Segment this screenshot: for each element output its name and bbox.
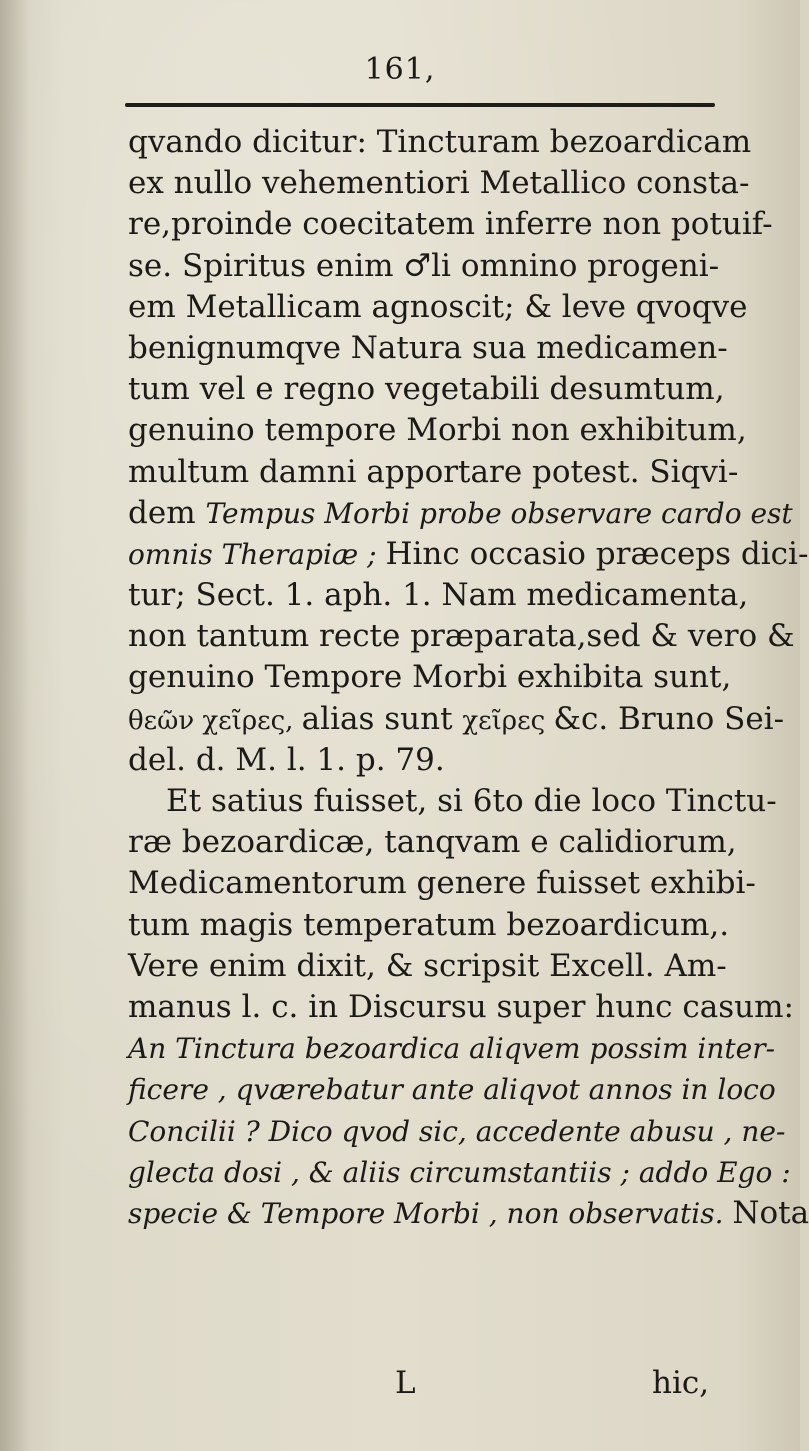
text-line	[128, 122, 752, 163]
text-segment: Et satius fuisset, si 6to die loco Tinctu-	[166, 783, 777, 819]
text-segment: genuino Tempore Morbi exhibita sunt,	[128, 659, 732, 696]
text-line	[128, 328, 738, 369]
italic-segment: Tempus Morbi probe observare cardo est	[205, 496, 793, 530]
text-line	[128, 740, 738, 781]
text-segment: benignumqve Natura sua medicamen-	[128, 329, 728, 366]
text-line	[128, 781, 777, 822]
text-segment: tum vel e regno vegetabili desumtum,	[128, 371, 725, 408]
text-line	[128, 905, 738, 946]
text-line	[128, 534, 809, 575]
text-line	[128, 699, 785, 740]
catchword: hic,	[652, 1365, 710, 1401]
text-segment: &c. Bruno Sei-	[553, 700, 785, 737]
text-line	[128, 410, 747, 451]
text-segment: Vere enim dixit, & scripsit Excell. Am-	[128, 947, 727, 984]
text-segment: tum magis temperatum bezoardicum,.	[128, 906, 730, 943]
text-segment: non tantum recte præparata,sed & vero &	[128, 618, 795, 655]
italic-segment: An Tinctura bezoardica aliqvem possim inter-	[128, 1032, 776, 1066]
text-segment: tur; Sect. 1. aph. 1. Nam medicamenta,	[128, 577, 749, 614]
footer-line	[0, 1363, 800, 1403]
text-segment: dem	[128, 494, 206, 531]
text-segment: qvando dicitur: Tincturam bezoardicam	[128, 124, 752, 160]
italic-segment: ficere , qværebatur ante aliqvot annos in loco	[128, 1073, 776, 1107]
text-line	[128, 1028, 776, 1069]
text-line	[128, 493, 793, 534]
text-segment: Medicamentorum genere fuisset exhibi-	[128, 865, 756, 902]
text-segment: genuino tempore Morbi non exhibitum,	[128, 412, 747, 449]
body-text	[128, 122, 809, 1234]
text-line	[128, 246, 738, 287]
text-line	[128, 863, 756, 904]
text-line	[128, 1152, 791, 1193]
text-line	[128, 616, 795, 657]
binding-shadow	[0, 0, 30, 1451]
text-line	[128, 987, 794, 1028]
text-line	[128, 204, 773, 245]
text-line	[128, 575, 749, 616]
text-line	[128, 946, 738, 987]
header-rule	[125, 103, 715, 107]
italic-segment: omnis Therapiæ ;	[128, 537, 386, 571]
text-line	[128, 1069, 776, 1110]
text-line	[128, 163, 750, 204]
text-segment: alias sunt	[301, 700, 463, 737]
text-line	[128, 822, 738, 863]
text-segment: re,proinde coecitatem inferre non potuif-	[128, 206, 773, 243]
text-line	[128, 369, 738, 410]
text-line	[128, 287, 748, 328]
text-line	[128, 1193, 809, 1234]
text-segment: Hinc occasio præceps dici-	[385, 535, 809, 572]
text-segment: ex nullo vehementiori Metallico consta-	[128, 165, 750, 202]
text-segment: ræ bezoardicæ, tanqvam e calidiorum,	[128, 824, 737, 861]
text-segment: se. Spiritus enim ♂li omnino progeni-	[128, 247, 720, 284]
text-line	[128, 1111, 786, 1152]
text-segment: Nota	[732, 1194, 809, 1231]
text-line	[128, 657, 738, 698]
text-segment: multum damni apportare potest. Siqvi-	[128, 453, 739, 490]
text-segment: del. d. M. l. 1. p. 79.	[128, 741, 445, 778]
signature-mark: L	[395, 1365, 416, 1401]
italic-segment: glecta dosi , & aliis circumstantiis ; addo Ego :	[128, 1155, 791, 1189]
italic-segment: specie & Tempore Morbi , non observatis.	[128, 1196, 733, 1230]
text-segment: manus l. c. in Discursu super hunc casum:	[128, 988, 794, 1025]
page-number: 161,	[364, 52, 436, 87]
greek-segment: θεῶν χεῖρες,	[128, 705, 302, 736]
greek-segment: χεῖρες	[462, 705, 554, 736]
text-segment: em Metallicam agnoscit; & leve qvoqve	[128, 288, 748, 325]
text-line	[128, 452, 738, 493]
italic-segment: Concilii ? Dico qvod sic, accedente abusu , ne-	[128, 1114, 786, 1148]
